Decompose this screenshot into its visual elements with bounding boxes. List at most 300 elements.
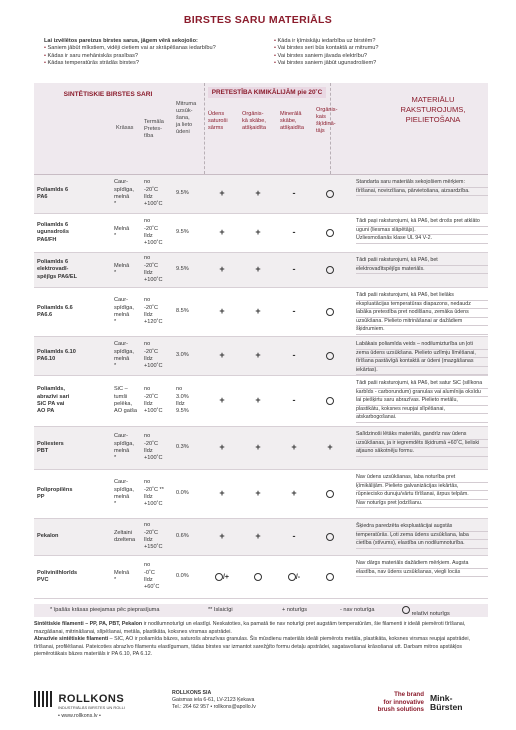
cell-application: [356, 341, 488, 375]
intro-item: • Vai birstes seri būs kontaktā ar mitrumu?: [274, 45, 484, 52]
application-line: iekārtas).: [356, 367, 488, 376]
cell-line: Caur-: [114, 433, 128, 440]
application-line: ķīmikālijām. Pielieto galvanizācijas iekārtās,: [356, 483, 488, 492]
application-line: šķidrumiem.: [356, 326, 488, 335]
application-line: Uzliesmošanās klase UL 94 V-2.: [356, 235, 488, 244]
circle-icon: [288, 573, 296, 581]
header-line: Ūdens: [208, 111, 225, 117]
contacts-line: Tel.: 264 62 957 • rollkons@apollo.lv: [172, 704, 256, 710]
cell-color: [114, 433, 142, 463]
cell-application: [356, 523, 488, 549]
application-line: zema ūdens uzsūkšana. Pielieto uzlīmju līmēšanai,: [356, 350, 488, 359]
application-line: Tādi paši raksturojumi, kā PA6, bet satur SiC (silīkona: [356, 380, 488, 389]
cell-application: [356, 292, 488, 335]
cell-line: +150˚C: [144, 544, 163, 551]
cell-thermal: [144, 433, 174, 463]
header-water: [208, 111, 228, 132]
header-line: Pretes-: [144, 126, 163, 132]
circle-icon: [326, 533, 334, 541]
application-line: elastība, nav ūdens uzsūkšanas, viegli locās: [356, 569, 488, 578]
resistance-organic-solvent: [320, 351, 340, 360]
cell-line: līdz: [144, 270, 153, 276]
resistance-mineral-acid: -: [292, 264, 296, 274]
resistance-organic-solvent: +: [327, 442, 333, 452]
cell-line: no: [144, 433, 151, 440]
cell-line: līdz: [144, 233, 153, 239]
cell-line: 3.0%: [176, 352, 189, 359]
cell-line: *: [114, 319, 117, 326]
cell-line: -20˚C: [144, 225, 158, 232]
resistance-mineral-acid: +: [291, 488, 297, 498]
circle-icon: [326, 190, 334, 198]
cell-application: [356, 474, 488, 508]
legend-circle: [402, 607, 450, 618]
cell-thermal: [144, 479, 174, 509]
header-line: atšķaidīta: [280, 125, 304, 131]
cell-thermal: [144, 386, 174, 416]
intro-item: • Kādas temperatūrās strādās birstes?: [44, 60, 254, 67]
cell-line: +100˚C: [144, 501, 163, 508]
legend: [34, 604, 488, 617]
cell-line: *: [114, 455, 117, 462]
application-line: lai piešķirtu saru abrazīvas. Pielieto metālu,: [356, 397, 488, 406]
application-line: Nav noturīgs pret ļodzīšanu.: [356, 500, 488, 509]
header-line: šķīdinā-: [316, 121, 336, 127]
cell-line: ugunsdrošs: [37, 229, 70, 236]
header-divider: [204, 83, 205, 174]
note-text: – SIC, AO ir poliamīda bāzes, saturošs abrazīvas granulas. Šis mūsdienu materiāls ideāli piemērots metāla, plastikāta, koksnes virsmas reupjai apstrādei, tīrīšanai, profilēšanai. Pateicoties abrazīvo filamentu elastīgumam, tādas birstes var izmantot sarežģīto formu detaļu apstrādei, sagatavošanai krāsošanai utt. Darbam mitros apstākļos piemērotākais bāzes materiāls ir PA 6.10, PA 6.12.: [34, 636, 471, 658]
page-title: BIRSTES SARU MATERIĀLS: [183, 14, 333, 26]
cell-line: 0.0%: [176, 573, 189, 580]
resistance-water: +: [219, 488, 225, 498]
cell-line: līdz: [144, 577, 153, 583]
cell-line: Poliamīds 6: [37, 221, 69, 228]
cell-color: [114, 570, 142, 585]
cell-line: -0˚C: [144, 569, 155, 576]
resistance-organic-solvent: [320, 489, 340, 498]
header-application: [378, 95, 488, 125]
header-line: ja lieto: [176, 122, 193, 128]
application-line: Nav dārgs materiāls dažādiem mērķiem. Augsta: [356, 560, 488, 569]
cell-line: melnā: [114, 494, 130, 500]
resistance-suffix: /+: [222, 574, 230, 581]
cell-line: Poliamīds 6: [37, 258, 69, 265]
cell-line: 0.3%: [176, 444, 189, 451]
resistance-organic-acid: +: [255, 350, 261, 360]
legend-circle-label: relatīvi noturīgs: [411, 611, 450, 618]
note-text: ir nodilumnoturīgi un elastīgi. Neskatoties, ka pamatā tie nav noturīgi pret augstām temperatūrām, šie filamenti ir ideāli piemēroti tīrīšanai, mazgāšanai, mitrināšanai, slīpēšanai, metāla, plastikāta, koksnes virsmas apstrādei.: [34, 621, 466, 635]
header-line: šana,: [176, 115, 190, 121]
table-row: [34, 470, 488, 519]
cell-line: Poliesters: [37, 440, 64, 447]
cell-line: spīdīga,: [114, 440, 134, 447]
cell-line: melnā: [114, 312, 130, 318]
header-line: kā skābe,: [242, 118, 266, 124]
header-line: Minerālā: [280, 111, 302, 117]
application-line: Nav ūdens uzsūkšanas, laba noturība pret: [356, 474, 488, 483]
cell-line: Melnā: [114, 569, 130, 576]
cell-line: spīdīga,: [114, 348, 134, 355]
header-application-line: PIELIETOŠANA: [405, 115, 461, 124]
resistance-organic-solvent: [320, 532, 340, 541]
header-organic-solvent: [316, 107, 337, 135]
resistance-mineral-acid: -: [292, 306, 296, 316]
cell-name: [37, 222, 69, 244]
cell-moisture: [176, 386, 202, 416]
cell-line: 0.6%: [176, 533, 189, 540]
cell-thermal: [144, 522, 174, 552]
materials-table: [34, 83, 488, 599]
cell-line: no: [144, 386, 151, 393]
cell-name: [37, 487, 72, 502]
header-line: sārms: [208, 125, 224, 131]
cell-color: [114, 341, 142, 371]
header-materials: SINTĒTISKIE BIRSTES SARI: [63, 91, 153, 98]
cell-line: no: [144, 297, 151, 304]
cell-line: tumši: [114, 393, 128, 400]
cell-name: [37, 570, 77, 585]
resistance-mineral-acid: -: [292, 188, 296, 198]
circle-icon: [326, 266, 334, 274]
table-row: [34, 556, 488, 599]
cell-line: -20˚C: [144, 529, 158, 536]
application-line: elektrovadītspējīgs materiāls.: [356, 266, 488, 275]
cell-line: Caur-: [114, 179, 128, 186]
header-line: atšķaidīta: [242, 125, 266, 131]
cell-line: -20˚C: [144, 440, 158, 447]
brand-slogan: [364, 691, 424, 714]
header-colors: Krāsas: [116, 125, 134, 131]
cell-line: Poliamīds 6.6: [37, 304, 73, 311]
cell-moisture: [176, 444, 202, 451]
cell-color: [114, 386, 142, 416]
cell-line: Melnā: [114, 225, 130, 232]
cell-line: 9.5%: [176, 266, 189, 273]
rollkons-logo: [34, 690, 154, 719]
website-link[interactable]: • www.rollkons.lv •: [58, 713, 101, 719]
resistance-mineral-acid: -: [292, 350, 296, 360]
header-line: uzsūk-: [176, 108, 193, 114]
resistance-organic-acid: +: [255, 306, 261, 316]
cell-moisture: [176, 352, 202, 359]
cell-name: [37, 259, 77, 281]
mink-logo: [430, 694, 490, 712]
cell-line: spīdīga,: [114, 186, 134, 193]
cell-color: [114, 179, 142, 209]
cell-line: pelēka,: [114, 401, 133, 407]
cell-line: Caur-: [114, 297, 128, 304]
resistance-organic-acid: +: [255, 442, 261, 452]
resistance-mineral-acid: -: [292, 395, 296, 405]
resistance-water: +: [219, 227, 225, 237]
resistance-organic-acid: +: [255, 227, 261, 237]
intro-section: [44, 38, 484, 68]
resistance-organic-acid: +: [255, 264, 261, 274]
cell-line: *: [114, 577, 117, 583]
application-line: uzsūkšanas, ja ir iegremdēts šķidrumā +60˚C, lieliski: [356, 440, 488, 449]
intro-item: • Vai birstes saniem jābūt ugunsdrošiem?: [274, 60, 484, 67]
circle-icon: [402, 606, 410, 614]
cell-line: Polipropilēns: [37, 486, 73, 493]
cell-line: Caur-: [114, 479, 128, 486]
cell-line: Poliamīds,: [37, 386, 65, 393]
resistance-organic-acid: +: [255, 395, 261, 405]
resistance-water: +: [219, 395, 225, 405]
header-line: Orgānis-: [316, 107, 338, 113]
resistance-organic-acid: [248, 572, 268, 581]
cell-line: līdz: [144, 194, 153, 200]
cell-line: melnā: [114, 194, 130, 200]
circle-icon: [326, 397, 334, 405]
cell-application: [356, 257, 488, 274]
cell-moisture: [176, 229, 202, 236]
cell-line: no: [144, 479, 151, 486]
cell-application: [356, 431, 488, 457]
cell-line: -20˚C: [144, 393, 158, 400]
resistance-organic-solvent: [320, 265, 340, 274]
note-paragraph: [34, 621, 488, 636]
resistance-mineral-acid: -: [292, 227, 296, 237]
footer: [34, 690, 488, 730]
resistance-water: +: [219, 306, 225, 316]
company-address: [172, 690, 256, 711]
intro-left-list: [44, 45, 254, 67]
header-application-line: MATERIĀLU: [411, 95, 455, 104]
resistance-organic-solvent: [320, 396, 340, 405]
table-header: [34, 83, 488, 175]
table-row: [34, 337, 488, 376]
company-name: ROLLKONS SIA: [172, 690, 212, 696]
header-resistance: PRETESTĪBA KIMIKĀLIJĀM pie 20˚C: [208, 87, 326, 98]
cell-line: līdz: [144, 494, 153, 500]
cell-line: PVC: [37, 577, 49, 583]
circle-icon: [326, 308, 334, 316]
circle-icon: [254, 573, 262, 581]
cell-line: PA6.10: [37, 356, 56, 362]
cell-line: PP: [37, 494, 45, 500]
resistance-water: +: [219, 350, 225, 360]
application-line: karbīds - carborundum) granulas vai alumīnija oksīdu: [356, 389, 488, 398]
cell-line: SiC PA vai: [37, 401, 65, 407]
cell-line: *: [114, 363, 117, 370]
application-line: Salīdzinoši lētāks materiāls, gandrīz nav ūdens: [356, 431, 488, 440]
cell-color: [114, 479, 142, 509]
cell-application: [356, 380, 488, 423]
application-line: tīrīšana pastāvīgā kontaktā ar ūdeni (mazgāšanas: [356, 358, 488, 367]
notes: [34, 621, 488, 659]
cell-line: 0.0%: [176, 490, 189, 497]
resistance-water: +: [219, 264, 225, 274]
note-lead: Sintētiskie filamenti – PP, PA, PBT, Pekalon: [34, 621, 143, 627]
note-paragraph: [34, 636, 488, 659]
header-line: tājs: [316, 128, 325, 134]
cell-application: [356, 560, 488, 577]
circle-icon: [215, 573, 223, 581]
application-line: temperatūrās. Ļoti zema ūdens uzsūkšana, laba: [356, 532, 488, 541]
table-row: [34, 214, 488, 253]
rollkons-tagline: INDUSTRIĀLĀS BIRSTES UN ROLLI: [58, 705, 125, 710]
cell-line: PBT: [37, 448, 49, 454]
cell-line: Poliamīds 6.10: [37, 348, 76, 355]
cell-line: spējīgs PA6/EL: [37, 273, 77, 280]
cell-thermal: [144, 255, 174, 285]
resistance-organic-solvent: [320, 228, 340, 237]
cell-moisture: [176, 190, 202, 197]
note-lead: Abrazīvie sintētiskie filamenti: [34, 636, 109, 643]
table-row: [34, 175, 488, 214]
cell-name: [37, 441, 64, 456]
application-line: Tādi pași raksturojumi, kā PA6, bet drošs pret atklāto: [356, 218, 488, 227]
legend-plus: + noturīgs: [282, 607, 308, 613]
resistance-suffix: /-: [295, 574, 301, 581]
header-line: skābe,: [280, 118, 297, 124]
header-organic-acid: [242, 111, 266, 132]
cell-line: +100˚C: [144, 455, 163, 462]
table-row: [34, 288, 488, 337]
cell-line: melnā: [114, 356, 130, 362]
table-row: [34, 376, 488, 427]
resistance-water: +: [219, 531, 225, 541]
cell-name: [37, 187, 68, 202]
application-line: plastikātu, koksnes reupjai slīpēšanai,: [356, 406, 488, 415]
circle-icon: [326, 229, 334, 237]
legend-colors: * īpašās krāsas pieejamas pēc pieprasījuma: [50, 607, 160, 613]
cell-line: 3.0%: [176, 393, 189, 400]
legend-heat: ** Islaicīgi: [208, 607, 233, 613]
application-line: Standarta saru materiāls sekojošiem mērķiem:: [356, 179, 488, 188]
cell-line: *: [114, 270, 117, 276]
rollkons-mark-icon: [34, 691, 54, 707]
cell-thermal: [144, 179, 174, 209]
table-row: [34, 519, 488, 556]
resistance-organic-acid: +: [255, 531, 261, 541]
header-line: Orgānis-: [242, 111, 264, 117]
slogan-line: The brand: [394, 691, 424, 698]
resistance-mineral-acid: +: [291, 442, 297, 452]
cell-line: līdz: [176, 401, 185, 407]
cell-line: no: [144, 255, 151, 262]
resistance-water: [212, 572, 232, 582]
application-line: rūpniecisko dunuju/vārtu tīrīšanai, ārpus telpām.: [356, 491, 488, 500]
cell-line: *: [114, 501, 117, 508]
cell-color: [114, 530, 142, 545]
resistance-organic-solvent: [320, 307, 340, 316]
cell-line: -20˚C **: [144, 486, 164, 493]
cell-line: abrazīvi sari: [37, 393, 70, 400]
cell-line: līdz: [144, 356, 153, 362]
resistance-water: +: [219, 188, 225, 198]
cell-line: 9.5%: [176, 408, 189, 415]
header-thermal: [144, 119, 164, 140]
cell-line: 8.5%: [176, 308, 189, 315]
header-mineral-acid: [280, 111, 304, 132]
intro-item: • Kādas ir saru mehāniskās prasības?: [44, 53, 254, 60]
legend-minus: - nav noturīga: [340, 607, 375, 613]
header-moisture: [176, 101, 196, 136]
cell-line: Polivinilhlorīds: [37, 569, 78, 576]
cell-line: melnā: [114, 448, 130, 454]
cell-line: elektrovadī-: [37, 266, 69, 273]
header-line: saturoši: [208, 118, 228, 124]
application-line: Šķiedra paredzēta ekspluatācijai augstās: [356, 523, 488, 532]
resistance-water: +: [219, 442, 225, 452]
cell-color: [114, 297, 142, 327]
cell-line: spīdīga,: [114, 486, 134, 493]
cell-line: PA6.6: [37, 312, 53, 318]
cell-name: [37, 533, 58, 540]
cell-line: +60˚C: [144, 584, 160, 591]
application-line: atskarbogošanai.: [356, 414, 488, 423]
cell-line: AO gaiša: [114, 408, 138, 415]
cell-line: -20˚C: [144, 262, 158, 269]
cell-line: līdz: [144, 537, 153, 543]
application-line: ekspluatācijas temperatūras diapazons, nedaudz: [356, 301, 488, 310]
cell-line: līdz: [144, 401, 153, 407]
cell-line: 9.5%: [176, 190, 189, 197]
mink-logo-line: Bürsten: [430, 702, 463, 712]
intro-item: • Vai birstes saniem jāvada elektrību?: [274, 53, 484, 60]
cell-line: no: [144, 218, 151, 225]
intro-item: • Saniem jābūt mīkstiem, vidēji cietiem vai ar skrāpēšanas iedarbību?: [44, 45, 254, 52]
resistance-mineral-acid: [284, 572, 304, 582]
cell-line: no: [144, 522, 151, 529]
cell-color: [114, 263, 142, 278]
application-line: tīrīšanai, novirzīšana, pārvietošana, aizsardzība.: [356, 188, 488, 197]
header-line: Termāla: [144, 119, 164, 125]
cell-moisture: [176, 573, 202, 580]
cell-moisture: [176, 533, 202, 540]
application-line: atjauno sākotnēju formu.: [356, 448, 488, 457]
cell-line: Caur-: [114, 341, 128, 348]
table-row: [34, 253, 488, 288]
cell-line: no: [144, 562, 151, 569]
resistance-mineral-acid: -: [292, 531, 296, 541]
resistance-organic-acid: +: [255, 188, 261, 198]
application-line: cietība (stīvums), elastība un nodilumnoturība.: [356, 540, 488, 549]
header-line: ūdeni: [176, 129, 190, 135]
cell-line: 9.5%: [176, 229, 189, 236]
cell-thermal: [144, 562, 174, 592]
header-line: Mitruma: [176, 101, 197, 107]
application-line: uguni (liesmas slāpētājs).: [356, 227, 488, 236]
application-line: Tādi paši raksturojumi, kā PA6, bet lielāks: [356, 292, 488, 301]
cell-application: [356, 218, 488, 244]
cell-application: [356, 179, 488, 196]
application-line: uzsūkšana. Pielieto mitrināšanai ar dažādiem: [356, 318, 488, 327]
intro-right-list: [254, 38, 484, 68]
cell-line: +100˚C: [144, 201, 163, 208]
cell-line: līdz: [144, 312, 153, 318]
address-line: Gaismas iela 6-61, LV-2123 Ķekava: [172, 697, 255, 703]
cell-name: [37, 305, 73, 320]
cell-line: *: [114, 233, 117, 239]
cell-color: [114, 226, 142, 241]
cell-line: spīdīga,: [114, 304, 134, 311]
cell-line: Melnā: [114, 262, 130, 269]
cell-thermal: [144, 341, 174, 371]
cell-line: +100˚C: [144, 363, 163, 370]
cell-line: Poliamīds 6: [37, 186, 69, 193]
cell-thermal: [144, 297, 174, 327]
resistance-organic-solvent: [320, 189, 340, 198]
intro-item: • Kāda ir ķīmiskāju iedarbība uz birstēm?: [274, 38, 484, 45]
cell-moisture: [176, 308, 202, 315]
cell-line: -20˚C: [144, 186, 158, 193]
rollkons-name: ROLLKONS: [58, 692, 125, 705]
application-line: labāka pretestība pret nodilšanu, zemāka ūdens: [356, 309, 488, 318]
header-line: tība: [144, 133, 154, 139]
mink-logo-line: Mink-: [430, 693, 453, 703]
